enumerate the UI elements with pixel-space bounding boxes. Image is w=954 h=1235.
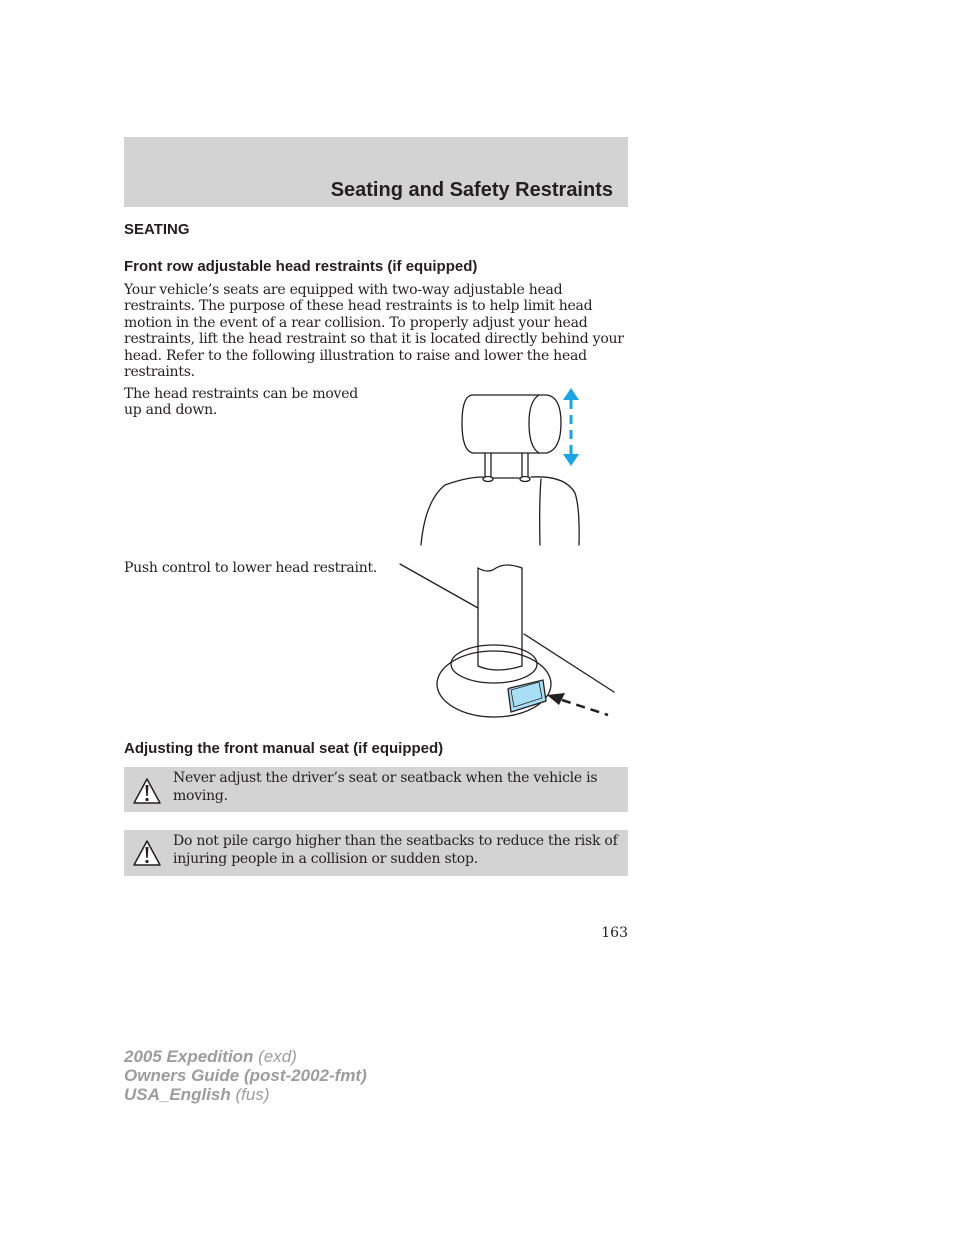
up-down-arrow-icon <box>563 388 579 466</box>
caption-push-control: Push control to lower head restraint. <box>124 560 378 576</box>
warning-box <box>124 830 628 876</box>
subheading-head-restraints: Front row adjustable head restraints (if equipped) <box>124 258 478 275</box>
text-line: motion in the event of a rear collision. To properly adjust your head <box>124 314 588 331</box>
text-line: Your vehicle’s seats are equipped with two-way adjustable head <box>124 282 563 298</box>
text-line: Do not pile cargo higher than the seatbacks to reduce the risk of <box>173 833 618 849</box>
text-line: injuring people in a collision or sudden stop. <box>173 850 478 867</box>
footer-language-code: (fus) <box>235 1085 270 1104</box>
page-number: 163 <box>601 925 628 941</box>
document-footer <box>124 1047 367 1104</box>
warning-text <box>173 770 623 805</box>
footer-line <box>124 1085 367 1104</box>
footer-guide: Owners Guide (post-2002-fmt) <box>124 1066 367 1085</box>
chapter-title: Seating and Safety Restraints <box>330 179 613 201</box>
text-line: restraints. <box>124 364 195 381</box>
text-line: Never adjust the driver’s seat or seatback when the vehicle is <box>173 770 598 786</box>
warning-box <box>124 767 628 812</box>
paragraph-head-restraints <box>124 282 628 380</box>
warning-triangle-icon <box>132 839 162 867</box>
footer-model: 2005 Expedition <box>124 1047 254 1066</box>
section-heading: SEATING <box>124 221 190 238</box>
warning-text <box>173 833 623 868</box>
footer-language: USA_English <box>124 1085 231 1104</box>
chapter-header-band <box>124 137 628 207</box>
subheading-manual-seat: Adjusting the front manual seat (if equipped) <box>124 740 444 757</box>
footer-line <box>124 1047 367 1066</box>
text-line: restraints. The purpose of these head restraints is to help limit head <box>124 298 593 315</box>
text-line: restraints, lift the head restraint so that it is located directly behind your <box>124 331 624 348</box>
text-line: up and down. <box>124 402 218 419</box>
footer-line <box>124 1066 367 1085</box>
warning-triangle-icon <box>132 777 162 805</box>
footer-model-code: (exd) <box>258 1047 297 1066</box>
text-line: head. Refer to the following illustration to raise and lower the head <box>124 347 587 364</box>
push-arrow-icon <box>547 693 608 715</box>
text-line: The head restraints can be moved <box>124 386 358 402</box>
caption-move-up-down <box>124 386 374 419</box>
text-line: moving. <box>173 787 228 804</box>
head-restraint-illustration <box>415 383 595 548</box>
push-control-illustration <box>396 560 616 722</box>
